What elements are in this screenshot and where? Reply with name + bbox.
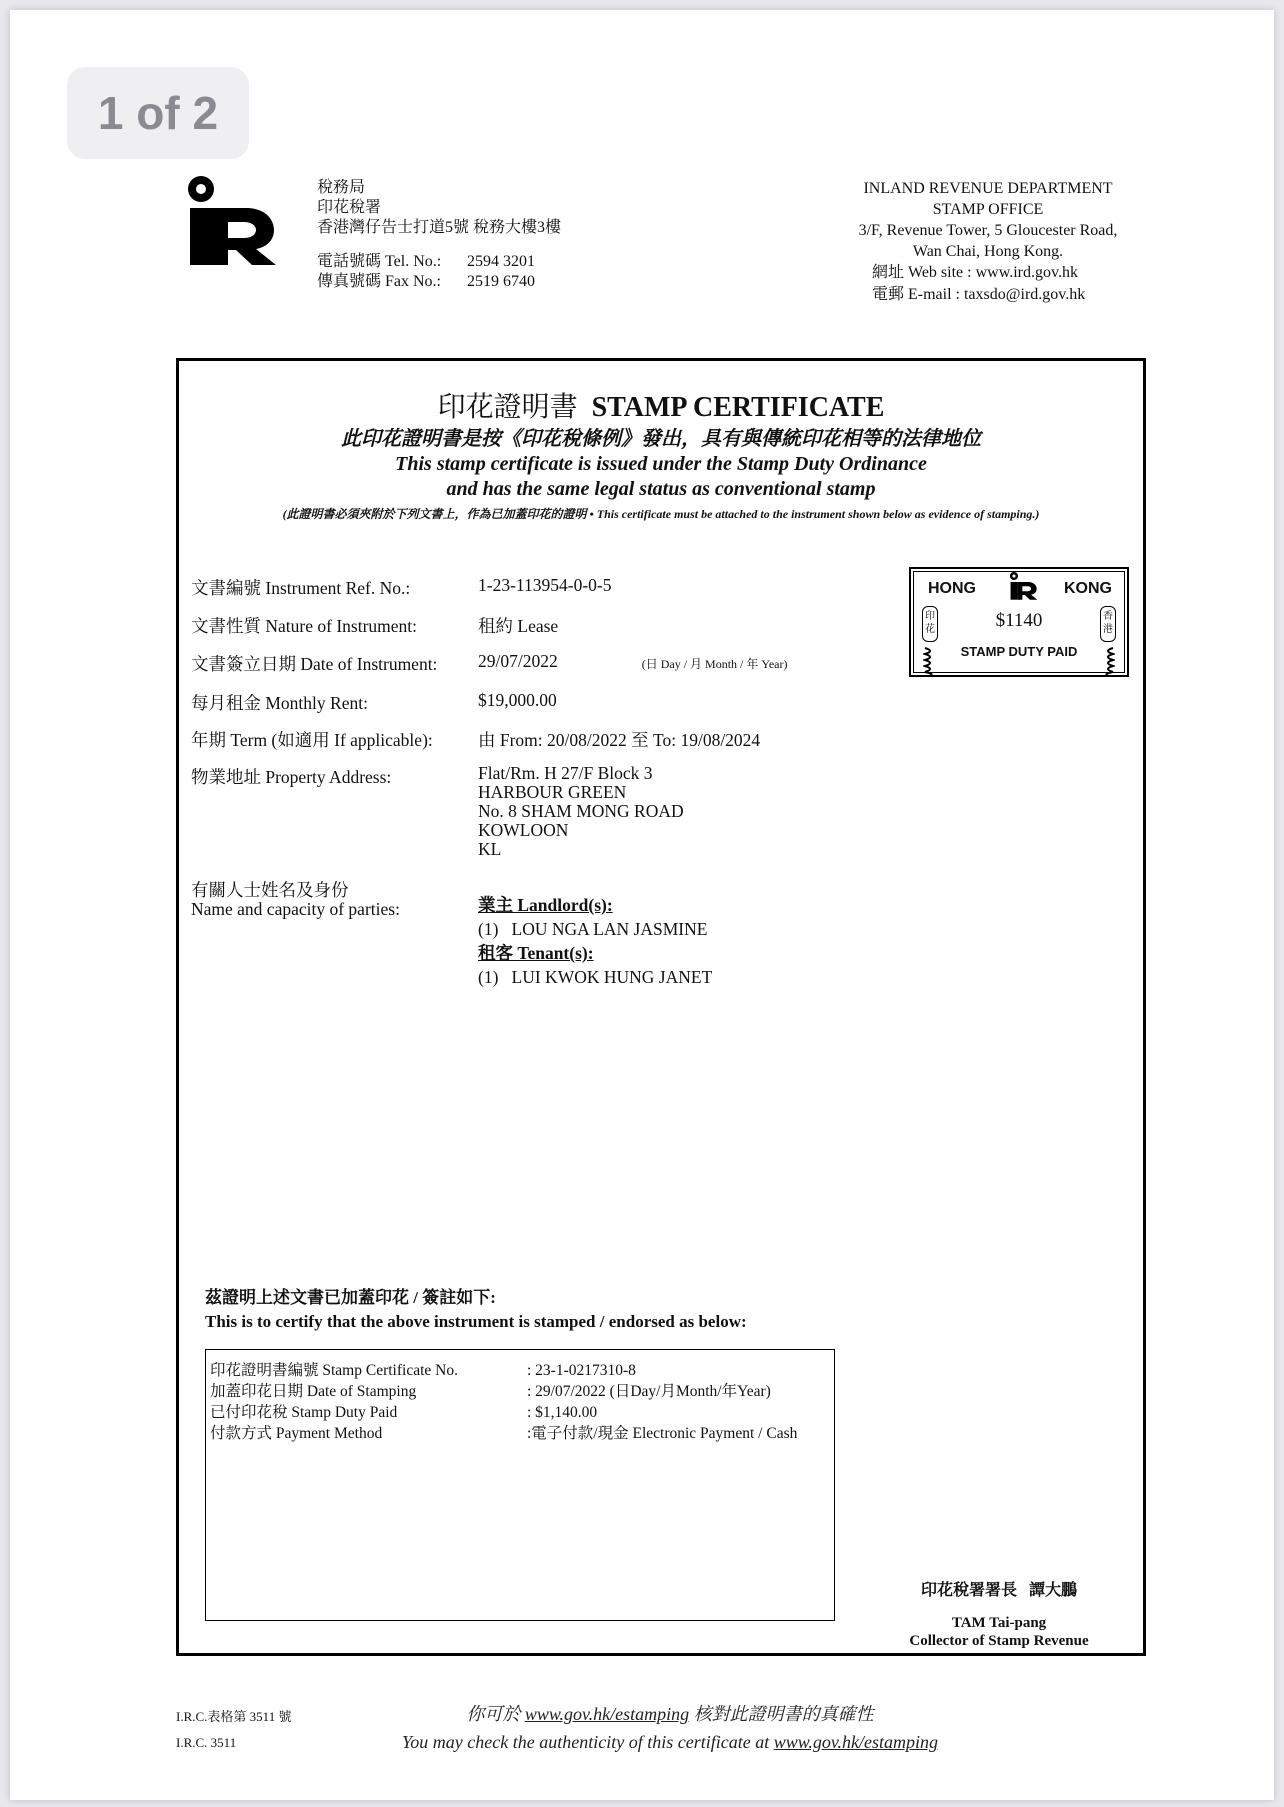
certificate-subtitle: 此印花證明書是按《印花稅條例》發出，具有與傳統印花相等的法律地位 This stamp certificate is issued under the Stamp Duty Ordinance and has the same legal status as conventional stamp <box>341 428 981 500</box>
certificate-note: (此證明書必須夾附於下列文書上，作為已加蓋印花的證明 • This certificate must be attached to the instrument shown below as evidence of stamping.) <box>282 507 1040 521</box>
estamping-link[interactable]: www.gov.hk/estamping <box>773 1732 939 1752</box>
landlord-name: (1) LOU NGA LAN JASMINE <box>478 919 708 939</box>
signatory-title-en: Collector of Stamp Revenue <box>909 1633 1089 1649</box>
certify-statement: 茲證明上述文書已加蓋印花 / 簽註如下: This is to certify that the above instrument is stamped / endorsed as below: <box>205 1288 747 1331</box>
ird-mini-logo-icon <box>1004 572 1042 600</box>
signatory-block <box>859 1582 1139 1650</box>
field-address: 物業地址 Property Address: Flat/Rm. H 27/F Block 3 HARBOUR GREEN No. 8 SHAM MONG ROAD KOWLOON KL <box>191 763 684 859</box>
field-ref: 文書編號 Instrument Ref. No.: 1-23-113954-0-0-5 <box>191 575 612 598</box>
dept-name-en: INLAND REVENUE DEPARTMENT <box>863 180 1113 197</box>
tel-label: 電話號碼 Tel. No.: <box>317 253 442 270</box>
field-term: 年期 Term (如適用 If applicable): 由 From: 20/08/2022 至 To: 19/08/2024 <box>191 730 761 750</box>
fax-label: 傳真號碼 Fax No.: <box>317 273 442 290</box>
dept-name-cn: 稅務局 <box>317 179 366 196</box>
endorsement-row: 加蓋印花日期 Date of Stamping : 29/07/2022 (日Day/月Month/年Year) <box>210 1383 771 1400</box>
tel-row <box>317 252 561 272</box>
fax-value: 2519 6740 <box>467 273 535 290</box>
authenticity-note-cn: 你可於 www.gov.hk/estamping 核對此證明書的真確性 <box>466 1704 874 1724</box>
signatory-title-cn: 印花稅署署長 譚大鵬 <box>920 1582 1077 1599</box>
authenticity-note <box>310 1700 1030 1756</box>
fax-row <box>317 272 561 292</box>
parties-label: 有關人士姓名及身份 Name and capacity of parties: <box>191 880 400 919</box>
seal-left: 印花 <box>922 606 938 642</box>
certificate-title: 印花證明書 STAMP CERTIFICATE <box>437 392 885 423</box>
email: 電郵 E-mail : taxsdo@ird.gov.hk <box>872 286 1086 303</box>
tenant-role: 租客 Tenant(s): <box>478 943 594 963</box>
signatory-name: TAM Tai-pang <box>951 1615 1047 1631</box>
parties <box>478 893 712 989</box>
ird-logo-icon <box>182 176 278 266</box>
field-rent: 每月租金 Monthly Rent: $19,000.00 <box>191 690 557 713</box>
tel-value: 2594 3201 <box>467 253 535 270</box>
address-en-line1: 3/F, Revenue Tower, 5 Gloucester Road, <box>858 222 1118 239</box>
stamp-duty-paid-label: STAMP DUTY PAID <box>960 644 1078 659</box>
landlord-role: 業主 Landlord(s): <box>478 895 613 915</box>
page-indicator[interactable]: 1 of 2 <box>67 67 249 159</box>
document-page <box>10 10 1274 1800</box>
address-en-line2: Wan Chai, Hong Kong. <box>912 243 1064 260</box>
address-cn: 香港灣仔告士打道5號 稅務大樓3樓 <box>317 219 562 236</box>
seal-right: 香港 <box>1100 606 1116 642</box>
office-name-en: STAMP OFFICE <box>932 201 1044 218</box>
endorsement-row: 付款方式 Payment Method :電子付款/現金 Electronic Payment / Cash <box>210 1425 798 1442</box>
stamp-amount: $1140 <box>995 610 1043 631</box>
tenant-name: (1) LUI KWOK HUNG JANET <box>478 967 713 987</box>
address-lines: Flat/Rm. H 27/F Block 3 HARBOUR GREEN No. 8 SHAM MONG ROAD KOWLOON KL <box>478 763 684 859</box>
form-number: I.R.C.表格第 3511 號 I.R.C. 3511 <box>176 1709 292 1750</box>
stamp-certificate <box>176 358 1146 1656</box>
header-left <box>317 178 561 292</box>
authenticity-note-en: You may check the authenticity of this certificate at www.gov.hk/estamping <box>401 1732 939 1752</box>
endorsement-row: 印花證明書編號 Stamp Certificate No. : 23-1-0217310-8 <box>210 1362 636 1379</box>
endorsement-box <box>205 1349 835 1621</box>
endorsement-row: 已付印花稅 Stamp Duty Paid : $1,140.00 <box>210 1404 598 1421</box>
header-right <box>828 178 1148 306</box>
stamp-duty-seal: HONG KONG 印花 香港 $1140 STAMP DUTY PAID <box>909 567 1129 677</box>
office-name-cn: 印花稅署 <box>317 199 382 216</box>
field-date: 文書簽立日期 Date of Instrument: 29/07/2022 (日 Day / 月 Month / 年 Year) <box>191 651 788 674</box>
website: 網址 Web site : www.ird.gov.hk <box>872 264 1078 281</box>
estamping-link[interactable]: www.gov.hk/estamping <box>524 1704 690 1724</box>
field-nature: 文書性質 Nature of Instrument: 租約 Lease <box>191 616 559 636</box>
